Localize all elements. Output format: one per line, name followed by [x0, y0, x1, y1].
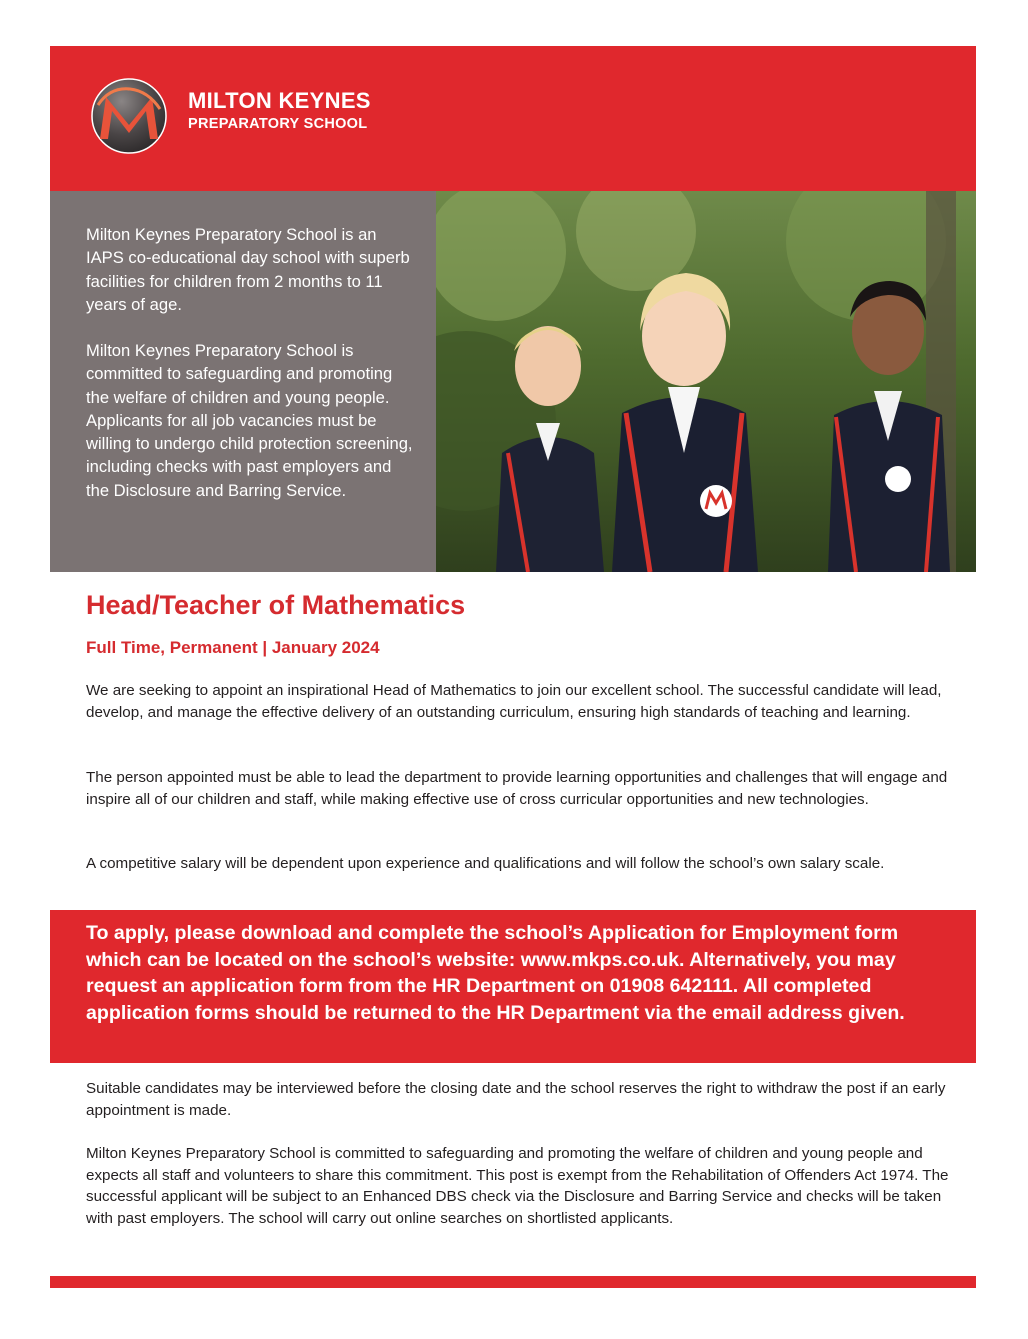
header-banner: [50, 46, 976, 191]
job-description-paragraph: The person appointed must be able to lead the department to provide learning opportunities and challenges that will engage and inspire all of our children and staff, while making effective use of cross curricular opportunities and new technologies.: [86, 769, 948, 808]
school-logo: [90, 75, 168, 157]
closing-date-paragraph: Suitable candidates may be interviewed before the closing date and the school reserves the right to withdraw the post if an early appointment is made.: [86, 1080, 946, 1119]
intro-paragraph: Milton Keynes Preparatory School is committed to safeguarding and promoting the welfare of children and young people. Applicants for all job vacancies must be willing to undergo child protection screening, including checks with past employers and the Disclosure and Barring Service.: [86, 341, 413, 500]
apply-callout: [50, 910, 976, 1063]
intro-panel: [50, 191, 436, 572]
apply-instructions: To apply, please download and complete the school’s Application for Employment form which can be located on the school’s website: www.mkps.co.uk. Alternatively, you may request an application form from the HR Department on 01908 642111. All completed application forms should be returned to the HR Department via the email address given.: [86, 922, 905, 1024]
logo-subtitle: PREPARATORY SCHOOL: [188, 116, 368, 132]
intro-paragraph: Milton Keynes Preparatory School is an IAPS co-educational day school with superb facilities for children from 2 months to 11 years of age.: [86, 225, 410, 314]
logo-wordmark: [188, 88, 371, 134]
footer-bar: [50, 1276, 976, 1288]
safeguarding-paragraph: Milton Keynes Preparatory School is committed to safeguarding and promoting the welfare of children and young people and expects all staff and volunteers to share this commitment. This post is exempt from the Rehabilitation of Offenders Act 1974. The successful applicant will be subject to an Enhanced DBS check via the Disclosure and Barring Service and checks will be taken with past employers. The school will carry out online searches on shortlisted applicants.: [86, 1145, 949, 1227]
job-meta: Full Time, Permanent | January 2024: [86, 638, 380, 657]
logo-name: MILTON KEYNES: [188, 88, 371, 113]
school-crest-icon: [90, 75, 168, 157]
pupils-photo-illustration: [436, 191, 976, 572]
salary-paragraph: A competitive salary will be dependent upon experience and qualifications and will follow the school’s own salary scale.: [86, 855, 885, 872]
job-description-paragraph: We are seeking to appoint an inspirational Head of Mathematics to join our excellent school. The successful candidate will lead, develop, and manage the effective delivery of an outstanding curriculum, ensuring high standards of teaching and learning.: [86, 682, 942, 721]
job-title: Head/Teacher of Mathematics: [86, 590, 466, 620]
pupils-photo: [436, 191, 976, 572]
